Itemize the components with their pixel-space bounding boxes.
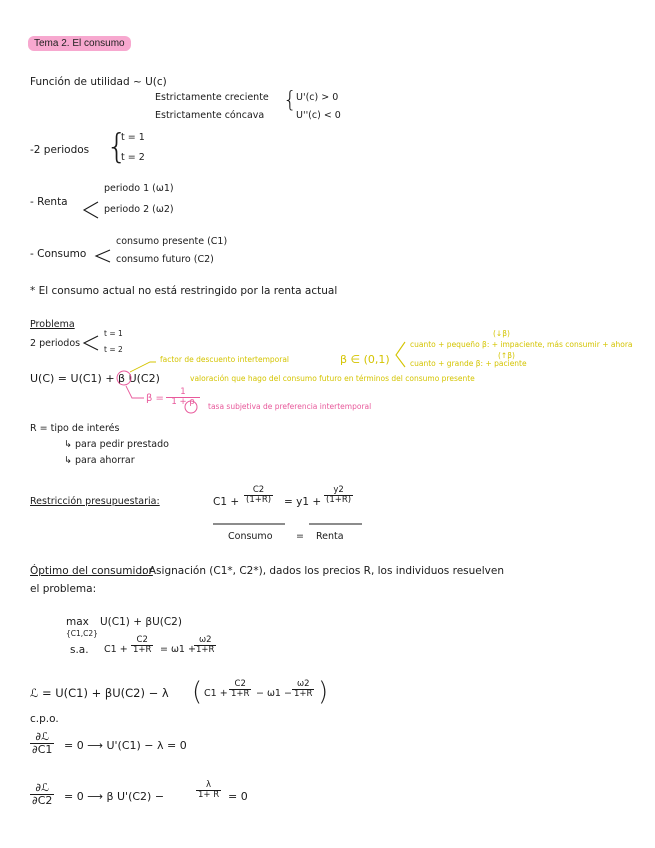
problem-periods: 2 periodos: [30, 338, 81, 349]
budget-c2-num: C2: [252, 485, 265, 495]
d1-rhs: = 0 ⟶ U'(C1) − λ = 0: [64, 739, 187, 752]
note-text: * El consumo actual no está restringido por la renta actual: [30, 285, 338, 297]
budget-renta: Renta: [316, 531, 344, 542]
lagrangian-lhs: ℒ = U(C1) + βU(C2) − λ: [30, 686, 169, 700]
utility-concave: Estrictamente cóncava: [155, 110, 265, 121]
utility-equation: U(C) = U(C1) + β U(C2): [30, 372, 160, 385]
beta-formula-num: 1: [180, 387, 186, 397]
budget-consumo: Consumo: [228, 531, 273, 542]
lagrangian-c2-den: 1+R: [231, 689, 250, 700]
utility-increasing: Estrictamente creciente: [155, 92, 269, 103]
income-bracket: [84, 202, 98, 218]
max-label: max: [66, 616, 89, 628]
consumption-c2: consumo futuro (C2): [116, 254, 214, 265]
budget-eq: = y1 +: [284, 496, 322, 508]
d2-den: ∂C2: [32, 794, 53, 808]
beta-formula-arrow: [126, 386, 144, 398]
d1-num: ∂ℒ: [35, 730, 49, 743]
optimum-text: : Asignación (C1*, C2*), dados los precios R, los individuos resuelven: [142, 565, 504, 577]
constraint-w2-num: ω2: [198, 635, 212, 645]
discount-note: factor de descuento intertemporal: [160, 355, 290, 364]
topic-tag: Tema 2. El consumo: [28, 36, 131, 51]
problem-t2: t = 2: [104, 345, 123, 354]
consumption-bracket: [96, 250, 110, 262]
periods-label: -2 periodos: [30, 144, 90, 156]
period-t1: t = 1: [121, 132, 145, 143]
consumption-c1: consumo presente (C1): [116, 236, 228, 247]
consumption-label: - Consumo: [30, 248, 87, 260]
d2-lambda-den: 1+ R: [198, 790, 220, 801]
interest-label: R = tipo de interés: [30, 423, 120, 434]
income-p1: periodo 1 (ω1): [104, 183, 174, 194]
budget-y2-num: y2: [333, 485, 344, 495]
lagrangian-w2-den: 1+R: [294, 689, 313, 700]
lagrangian-inner1: C1 +: [204, 688, 228, 699]
beta-formula-lhs: β =: [146, 393, 164, 404]
small-beta-tag: (↓β): [493, 329, 510, 338]
problem-t1: t = 1: [104, 329, 123, 338]
valuation-note: valoración que hago del consumo futuro en términos del consumo presente: [190, 374, 475, 383]
large-beta-note: cuanto + grande β: + paciente: [410, 359, 527, 368]
rho-circle: [185, 401, 197, 413]
large-beta-tag: (↑β): [498, 351, 515, 360]
constraint-c2-den: 1+R: [133, 645, 152, 656]
budget-c2-den: (1+R): [246, 495, 272, 506]
d2-num: ∂ℒ: [35, 781, 49, 794]
utility-cond1: U'(c) > 0: [296, 92, 339, 103]
d1-den: ∂C1: [32, 743, 53, 757]
optimum-text2: el problema:: [30, 583, 97, 595]
discount-arrow: [130, 362, 156, 372]
objective: U(C1) + βU(C2): [100, 616, 182, 628]
lagrangian-close-paren: ): [318, 677, 329, 707]
interest-save: ↳ para ahorrar: [64, 455, 135, 466]
utility-brace: {: [283, 88, 297, 113]
d2-lambda-num: λ: [206, 780, 212, 790]
problem-periods-bracket: [84, 336, 98, 350]
budget-c1: C1 +: [213, 496, 240, 508]
periods-brace: {: [106, 127, 128, 167]
beta-highlight-circle: [117, 371, 131, 385]
budget-label: Restricción presupuestaria:: [30, 496, 160, 507]
rho-note: tasa subjetiva de preferencia intertemporal: [208, 402, 372, 411]
interest-borrow: ↳ para pedir prestado: [64, 439, 169, 450]
budget-eq2: =: [296, 531, 304, 542]
lagrangian-c2-num: C2: [234, 679, 246, 689]
small-beta-note: cuanto + pequeño β: + impaciente, más consumir + ahora: [410, 340, 633, 349]
d2-end: = 0: [228, 790, 248, 803]
lagrangian-inner2: − ω1 −: [256, 688, 292, 699]
beta-bracket: [396, 342, 405, 367]
period-t2: t = 2: [121, 152, 145, 163]
d2-mid: = 0 ⟶ β U'(C2) −: [64, 790, 165, 803]
constraint-eq: = ω1 +: [160, 644, 196, 655]
st-label: s.a.: [70, 644, 89, 656]
problem-heading: Problema: [30, 319, 75, 330]
beta-formula-den: 1 + ρ: [171, 397, 195, 408]
lagrangian-open-paren: (: [192, 677, 203, 707]
beta-range: β ∈ (0,1): [340, 353, 390, 366]
constraint-c1: C1 +: [104, 644, 128, 655]
optimum-label: Óptimo del consumidor: [30, 565, 153, 577]
utility-title: Función de utilidad ~ U(c): [30, 76, 167, 88]
income-p2: periodo 2 (ω2): [104, 204, 174, 215]
cpo-label: c.p.o.: [30, 713, 59, 725]
budget-y2-den: (1+R): [326, 495, 352, 506]
lagrangian-w2-num: ω2: [296, 679, 310, 689]
income-label: - Renta: [30, 196, 68, 208]
utility-cond2: U''(c) < 0: [296, 110, 341, 121]
constraint-c2-num: C2: [136, 635, 148, 645]
max-sub: {C1,C2}: [66, 629, 98, 638]
constraint-w2-den: 1+R: [196, 645, 215, 656]
